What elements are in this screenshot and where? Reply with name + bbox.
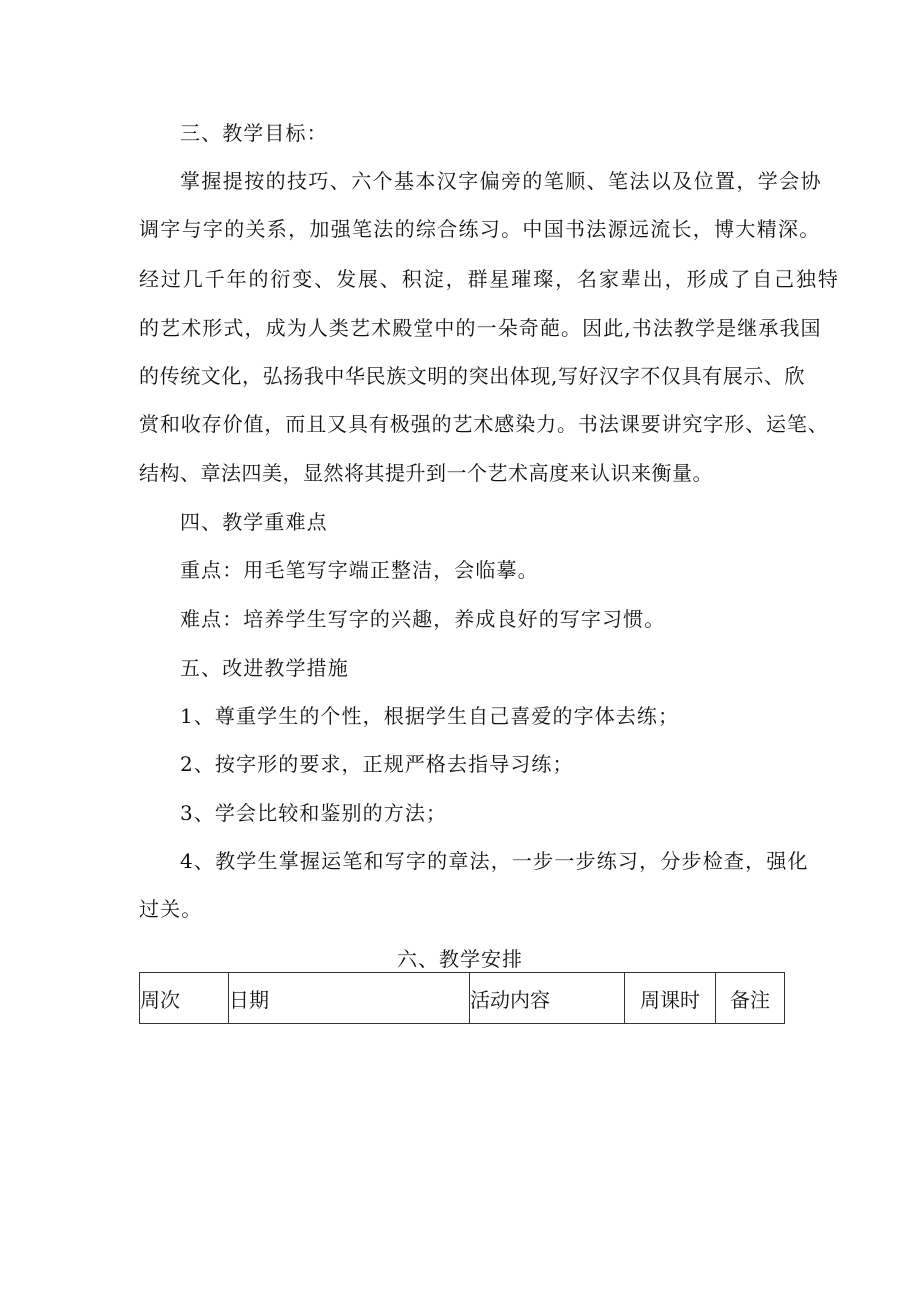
- measure-item: 2、按字形的要求，正规严格去指导习练；: [180, 752, 574, 776]
- header-weekly-hours: 周课时: [625, 973, 716, 1024]
- measure-item: 1、尊重学生的个性，根据学生自己喜爱的字体去练；: [180, 704, 680, 728]
- header-week: 周次: [140, 973, 229, 1024]
- measure-item-continuation: 过关。: [139, 897, 203, 921]
- paragraph-line: 的艺术形式，成为人类艺术殿堂中的一朵奇葩。因此,书法教学是继承我国: [139, 316, 822, 340]
- paragraph-line: 赏和收存价值，而且又具有极强的艺术感染力。书法课要讲究字形、运笔、: [139, 412, 829, 436]
- difficult-point-text: 难点：培养学生写字的兴趣，养成良好的写字习惯。: [180, 607, 666, 631]
- section-heading-teaching-schedule: 六、教学安排: [397, 947, 523, 971]
- paragraph-line: 经过几千年的衍变、发展、积淀，群星璀璨，名家辈出，形成了自己独特: [139, 267, 840, 291]
- measure-item: 3、学会比较和鉴别的方法；: [180, 801, 448, 825]
- header-notes: 备注: [716, 973, 785, 1024]
- section-heading-improvement-measures: 五、改进教学措施: [180, 656, 349, 680]
- header-activity: 活动内容: [470, 973, 625, 1024]
- measure-item: 4、教学生掌握运笔和写字的章法，一步一步练习，分步检查，强化: [180, 849, 809, 873]
- section-heading-key-difficult-points: 四、教学重难点: [180, 510, 328, 534]
- paragraph-line: 掌握提按的技巧、六个基本汉字偏旁的笔顺、笔法以及位置，学会协: [180, 169, 822, 193]
- paragraph-line: 结构、章法四美，显然将其提升到一个艺术高度来认识来衡量。: [139, 461, 713, 485]
- key-point-text: 重点：用毛笔写字端正整洁，会临摹。: [180, 558, 539, 582]
- schedule-table: [139, 972, 785, 1024]
- header-date: 日期: [229, 973, 470, 1024]
- paragraph-line: 调字与字的关系，加强笔法的综合练习。中国书法源远流长，博大精深。: [139, 217, 821, 241]
- section-heading-teaching-goals: 三、教学目标：: [180, 121, 328, 145]
- table-header-row: [140, 973, 785, 1024]
- paragraph-line: 的传统文化，弘扬我中华民族文明的突出体现,写好汉字不仅具有展示、欣: [139, 364, 806, 388]
